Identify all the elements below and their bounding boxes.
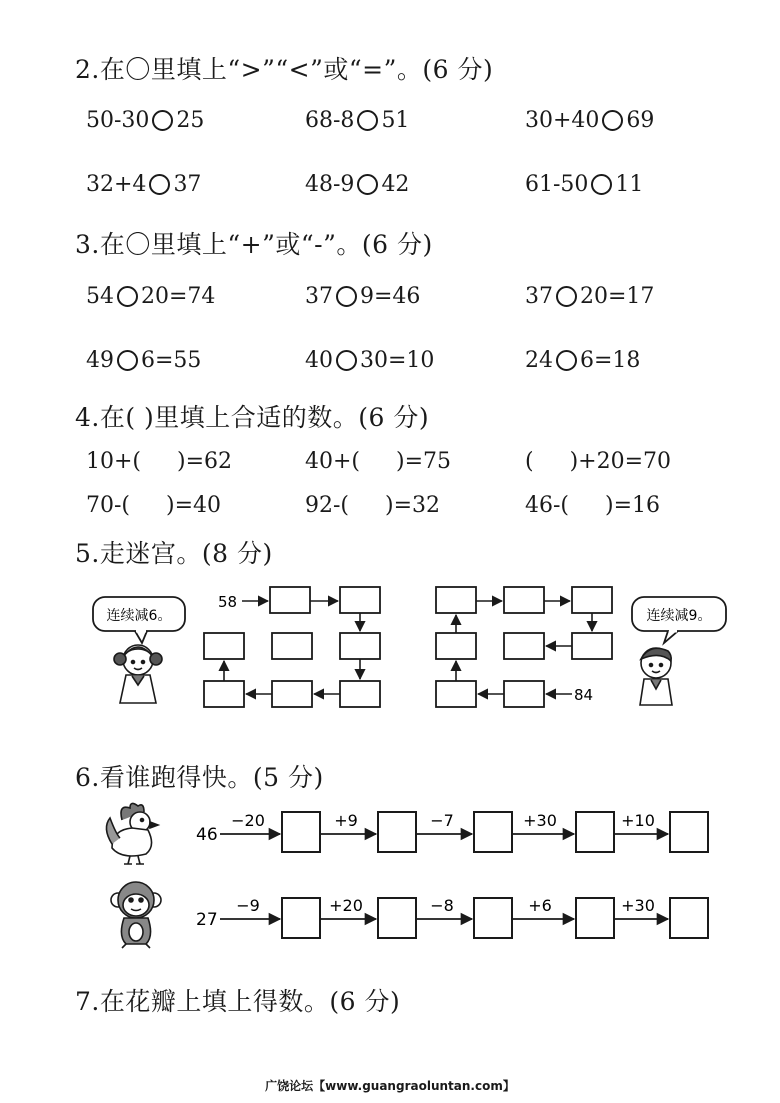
rooster-answer-box-4[interactable] xyxy=(576,812,614,852)
expr-left: 68-8 xyxy=(305,108,355,133)
expr-right: 20=17 xyxy=(580,284,655,309)
left-start-number: 58 xyxy=(218,593,238,611)
monkey-op-4: +6 xyxy=(528,896,552,915)
maze-diagram xyxy=(0,575,780,725)
monkey-answer-box-4[interactable] xyxy=(576,898,614,938)
expr-right: )=32 xyxy=(385,493,441,518)
monkey-answer-box-5[interactable] xyxy=(670,898,708,938)
monkey-illustration xyxy=(111,882,161,948)
expr-left: 50-30 xyxy=(86,108,150,133)
q4-item-1 xyxy=(86,449,232,474)
expr-left: 49 xyxy=(86,348,114,373)
right-maze-box-4[interactable] xyxy=(572,633,612,659)
expr-right: 69 xyxy=(626,108,655,133)
expr-right: 30=10 xyxy=(360,348,435,373)
expr-right: )=40 xyxy=(166,493,222,518)
expr-left: 40+( xyxy=(305,449,361,474)
right-maze-box-7[interactable] xyxy=(436,681,476,707)
expr-left: 61-50 xyxy=(525,172,589,197)
expr-right: )=62 xyxy=(177,449,233,474)
answer-circle[interactable] xyxy=(602,110,623,131)
q7-title: 7.在花瓣上填上得数。(6 分) xyxy=(75,987,401,1016)
answer-circle[interactable] xyxy=(591,174,612,195)
expr-left: 92-( xyxy=(305,493,350,518)
q4-item-6 xyxy=(525,493,660,518)
q2-title: 2.在〇里填上“>”“<”或“=”。(6 分) xyxy=(75,55,494,84)
monkey-op-1: −9 xyxy=(236,896,260,915)
q4-item-2 xyxy=(305,449,451,474)
right-maze-box-8[interactable] xyxy=(504,681,544,707)
q3-item-4 xyxy=(86,348,201,373)
answer-circle[interactable] xyxy=(336,286,357,307)
answer-circle[interactable] xyxy=(152,110,173,131)
expr-right: 42 xyxy=(381,172,410,197)
left-maze-box-4[interactable] xyxy=(340,681,380,707)
q2-item-4 xyxy=(86,172,201,197)
q2-item-5 xyxy=(305,172,409,197)
rooster-op-1: −20 xyxy=(231,811,265,830)
left-speech-bubble xyxy=(93,597,185,643)
answer-circle[interactable] xyxy=(149,174,170,195)
right-maze-box-1[interactable] xyxy=(436,587,476,613)
right-maze-box-3[interactable] xyxy=(572,587,612,613)
expr-right: 25 xyxy=(176,108,205,133)
q3-item-1 xyxy=(86,284,215,309)
rooster-illustration xyxy=(106,803,158,864)
expr-left: 30+40 xyxy=(525,108,600,133)
rooster-start-number: 46 xyxy=(196,825,218,845)
answer-circle[interactable] xyxy=(117,350,138,371)
footer-watermark: 广饶论坛【www.guangraoluntan.com】 xyxy=(265,1079,515,1093)
q2-item-3 xyxy=(525,108,654,133)
expr-left: 37 xyxy=(305,284,333,309)
monkey-answer-box-1[interactable] xyxy=(282,898,320,938)
monkey-start-number: 27 xyxy=(196,910,218,930)
right-maze-box-5[interactable] xyxy=(504,633,544,659)
left-bubble-text: 连续减6。 xyxy=(106,608,172,624)
rooster-op-2: +9 xyxy=(334,811,358,830)
q4-item-4 xyxy=(86,493,221,518)
rooster-answer-box-3[interactable] xyxy=(474,812,512,852)
right-start-number: 84 xyxy=(574,686,594,704)
left-maze-box-2[interactable] xyxy=(340,587,380,613)
left-maze-box-3[interactable] xyxy=(340,633,380,659)
monkey-op-2: +20 xyxy=(329,896,363,915)
q2-item-1 xyxy=(86,108,204,133)
left-maze-box-6[interactable] xyxy=(204,681,244,707)
expr-right: 20=74 xyxy=(141,284,216,309)
answer-circle[interactable] xyxy=(357,110,378,131)
expr-left: 46-( xyxy=(525,493,570,518)
expr-left: 10+( xyxy=(86,449,142,474)
q4-item-3 xyxy=(525,449,671,474)
expr-left: 24 xyxy=(525,348,553,373)
expr-left: 37 xyxy=(525,284,553,309)
rooster-answer-box-5[interactable] xyxy=(670,812,708,852)
q4-item-5 xyxy=(305,493,440,518)
answer-circle[interactable] xyxy=(556,350,577,371)
right-bubble-text: 连续减9。 xyxy=(646,608,712,624)
q4-title: 4.在( )里填上合适的数。(6 分) xyxy=(75,403,430,432)
expr-left: 54 xyxy=(86,284,114,309)
monkey-op-3: −8 xyxy=(430,896,454,915)
q6-title: 6.看谁跑得快。(5 分) xyxy=(75,763,324,792)
monkey-answer-box-2[interactable] xyxy=(378,898,416,938)
boy-illustration xyxy=(640,648,672,705)
girl-illustration xyxy=(114,645,162,703)
expr-left: 32+4 xyxy=(86,172,147,197)
rooster-op-4: +30 xyxy=(523,811,557,830)
answer-circle[interactable] xyxy=(357,174,378,195)
monkey-answer-box-3[interactable] xyxy=(474,898,512,938)
q3-item-5 xyxy=(305,348,434,373)
q5-title: 5.走迷宫。(8 分) xyxy=(75,539,273,568)
expr-right: )=16 xyxy=(605,493,661,518)
q3-item-6 xyxy=(525,348,640,373)
expr-right: 6=55 xyxy=(141,348,202,373)
q3-title: 3.在〇里填上“+”或“-”。(6 分) xyxy=(75,230,433,259)
left-maze-box-7[interactable] xyxy=(204,633,244,659)
expr-right: )+20=70 xyxy=(569,449,672,474)
answer-circle[interactable] xyxy=(336,350,357,371)
expr-left: 40 xyxy=(305,348,333,373)
right-maze-box-6[interactable] xyxy=(436,633,476,659)
expr-left: ( xyxy=(525,449,534,474)
rooster-answer-box-2[interactable] xyxy=(378,812,416,852)
expr-right: 51 xyxy=(381,108,410,133)
left-maze-box-1[interactable] xyxy=(270,587,310,613)
left-maze-box-5[interactable] xyxy=(272,681,312,707)
q3-item-3 xyxy=(525,284,654,309)
expr-right: 9=46 xyxy=(360,284,421,309)
rooster-op-3: −7 xyxy=(430,811,454,830)
rooster-answer-box-1[interactable] xyxy=(282,812,320,852)
expr-right: )=75 xyxy=(396,449,452,474)
expr-right: 11 xyxy=(615,172,644,197)
q2-item-6 xyxy=(525,172,643,197)
rooster-op-5: +10 xyxy=(621,811,655,830)
monkey-op-5: +30 xyxy=(621,896,655,915)
q2-item-2 xyxy=(305,108,409,133)
expr-left: 70-( xyxy=(86,493,131,518)
race-diagram xyxy=(100,798,740,958)
expr-right: 6=18 xyxy=(580,348,641,373)
right-maze-box-2[interactable] xyxy=(504,587,544,613)
q3-item-2 xyxy=(305,284,420,309)
left-maze-box-8[interactable] xyxy=(272,633,312,659)
right-speech-bubble xyxy=(632,597,726,643)
answer-circle[interactable] xyxy=(117,286,138,307)
expr-left: 48-9 xyxy=(305,172,355,197)
answer-circle[interactable] xyxy=(556,286,577,307)
expr-right: 37 xyxy=(173,172,202,197)
